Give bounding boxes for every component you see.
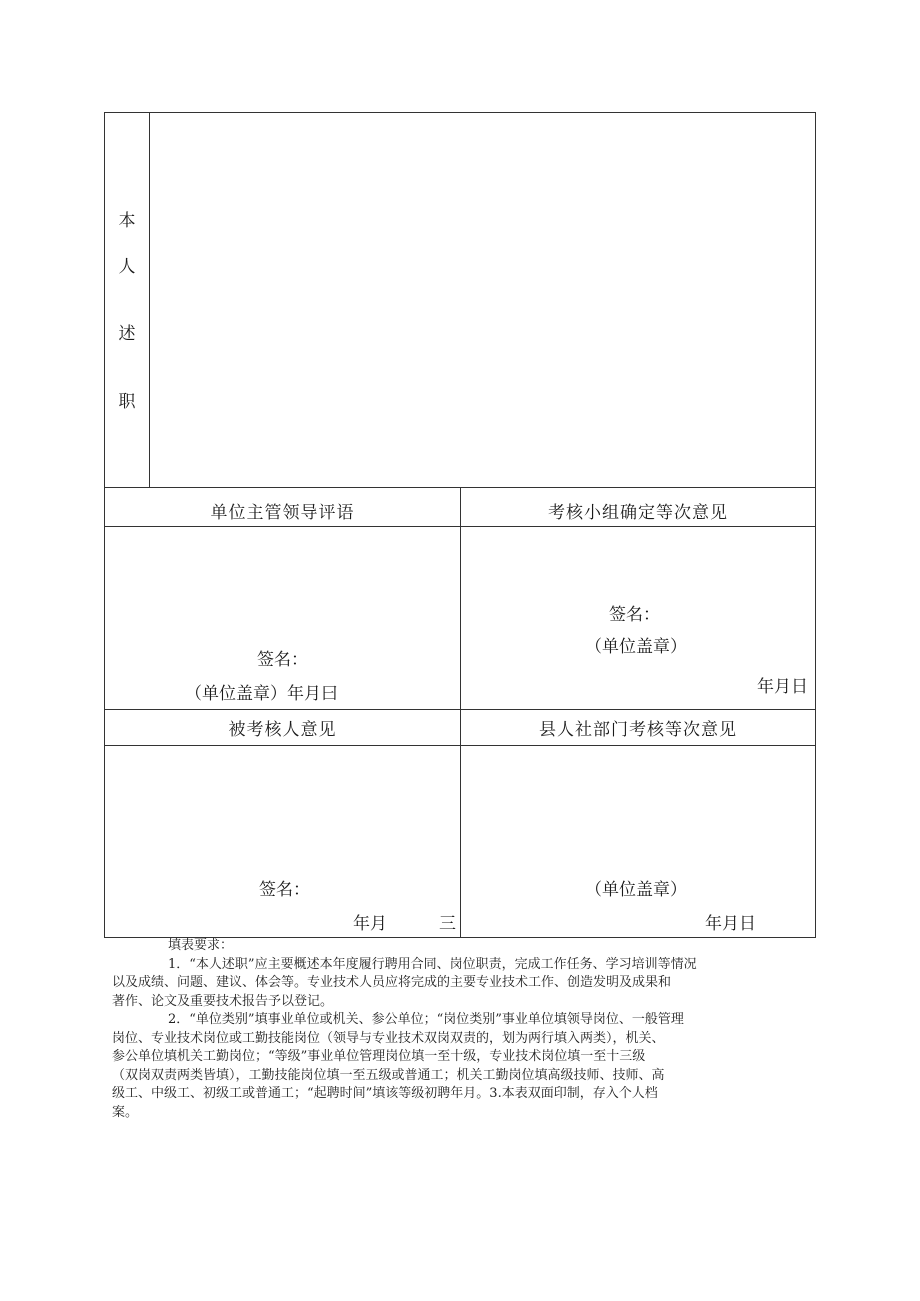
instruction-line: 2．“单位类别”填事业单位或机关、参公单位；“岗位类别”事业单位填领导岗位、一般管理 [168,1012,684,1027]
instruction-line: 案。 [112,1104,139,1120]
assessee-opinion-header: 被考核人意见 [228,720,337,740]
instruction-line: （双岗双责两类皆填），工勤技能岗位填一至五级或普通工；机关工勤岗位填高级技师、技师、高 [112,1067,665,1083]
instruction-line: 以及成绩、问题、建议、体会等。专业技术人员应将完成的主要专业技术工作、创造发明及成果和 [112,975,672,990]
county-hr-opinion-header: 县人社部门考核等次意见 [539,720,737,740]
assessee-date-part2: 三 [439,914,456,934]
assessee-signature-label: 签名： [259,880,310,900]
county-hr-date: 年月日 [705,914,756,934]
instruction-line: 1．“本人述职”应主要概述本年度履行聘用合同、岗位职责，完成工作任务、学习培训等情况 [168,956,697,972]
county-hr-opinion-area[interactable] [461,746,815,937]
instruction-line: 参公单位填机关工勤岗位；“等级”事业单位管理岗位填一至十级，专业技术岗位填一至十三级 [112,1049,646,1064]
instruction-line: 岗位、专业技术岗位或工勤技能岗位（领导与专业技术双岗双责的，划为两行填入两类），机关、 [112,1030,665,1046]
unit-leader-comment-header: 单位主管领导评语 [210,503,355,523]
unit-leader-signature-label: 签名： [257,650,308,670]
review-group-opinion-header: 考核小组确定等次意见 [548,503,728,523]
review-group-seal-label: （单位盖章） [585,637,687,657]
instructions-title: 填表要求： [168,938,234,953]
county-hr-seal-label: （单位盖章） [585,880,687,900]
instruction-line: 级工、中级工、初级工或普通工；“起聘时间”填该等级初聘年月。3.本表双面印制，存入个人档 [112,1086,658,1101]
self-report-label-char: 述 [118,324,136,344]
fill-instructions [112,937,812,1122]
unit-leader-comment-area[interactable] [105,527,460,709]
unit-leader-seal-date: （单位盖章）年月曰 [185,684,338,704]
self-report-content-area[interactable] [150,113,815,487]
review-group-date: 年月日 [757,677,808,697]
instruction-line: 著作、论文及重要技术报告予以登记。 [112,993,334,1009]
review-group-opinion-area[interactable] [461,527,815,709]
appraisal-form [104,112,816,938]
review-group-signature-label: 签名： [609,605,660,625]
assessee-date-part1: 年月 [353,914,387,934]
self-report-label-char: 人 [118,257,136,277]
assessee-opinion-area[interactable] [105,746,460,937]
self-report-label-char: 职 [118,392,136,412]
self-report-label-char: 本 [118,211,136,231]
